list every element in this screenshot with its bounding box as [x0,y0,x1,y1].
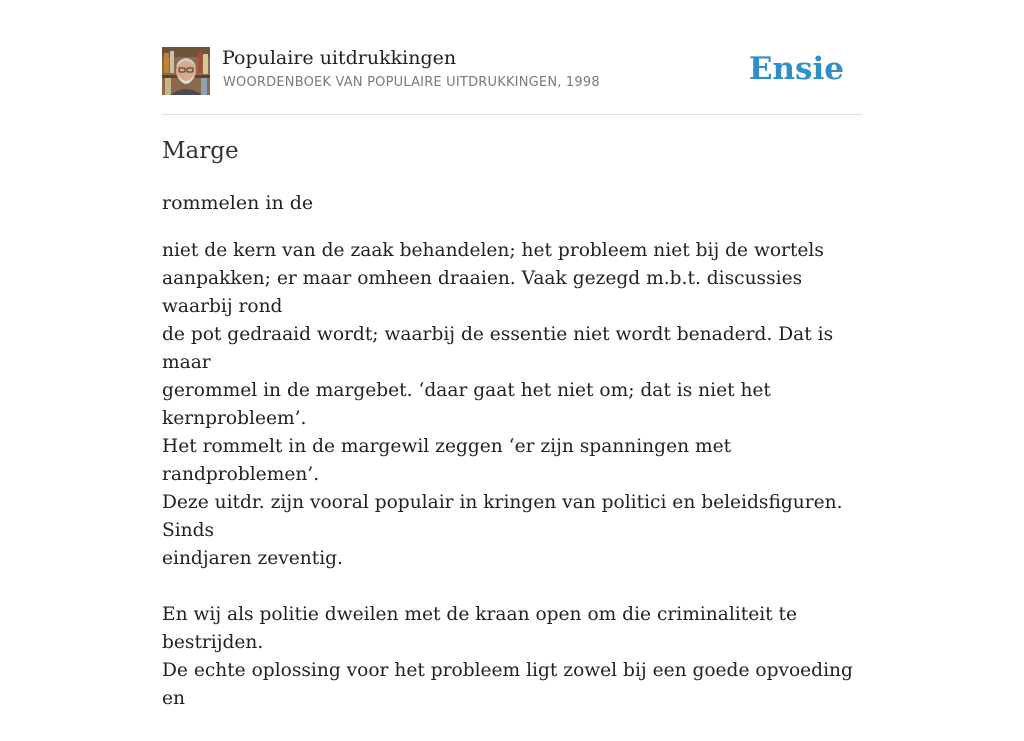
entry-term: Marge [162,138,239,164]
ensie-logo[interactable]: Ensie [748,51,844,87]
source-title[interactable]: Populaire uitdrukkingen [222,47,457,69]
entry-subterm: rommelen in de [162,192,314,214]
author-avatar[interactable] [162,47,210,95]
entry-definition [162,237,862,741]
definition-paragraph: niet de kern van de zaak behandelen; het probleem niet bij de wortels aanpakken; er maar omheen draaien. Vaak gezegd m.b.t. discussies waarbij rond de pot gedraaid wordt; waarbij de essentie niet wordt benaderd. Dat is maar gerommel in de margebet. ‘daar gaat het niet om; dat is niet het kernprobleem’. Het rommelt in de margewil zeggen ‘er zijn spanningen met randproblemen’. Deze uitdr. zijn vooral populair in kringen van politici en beleidsfiguren. Sinds eindjaren zeventig. [162,240,843,569]
source-subtitle[interactable]: WOORDENBOEK VAN POPULAIRE UITDRUKKINGEN, 1998 [223,75,600,90]
example-paragraph: En wij als politie dweilen met de kraan open om die criminaliteit te bestrijden. De echte oplossing voor het probleem ligt zowel bij een goede opvoeding en [162,604,853,709]
avatar-image [162,47,210,95]
source-header [162,46,862,115]
